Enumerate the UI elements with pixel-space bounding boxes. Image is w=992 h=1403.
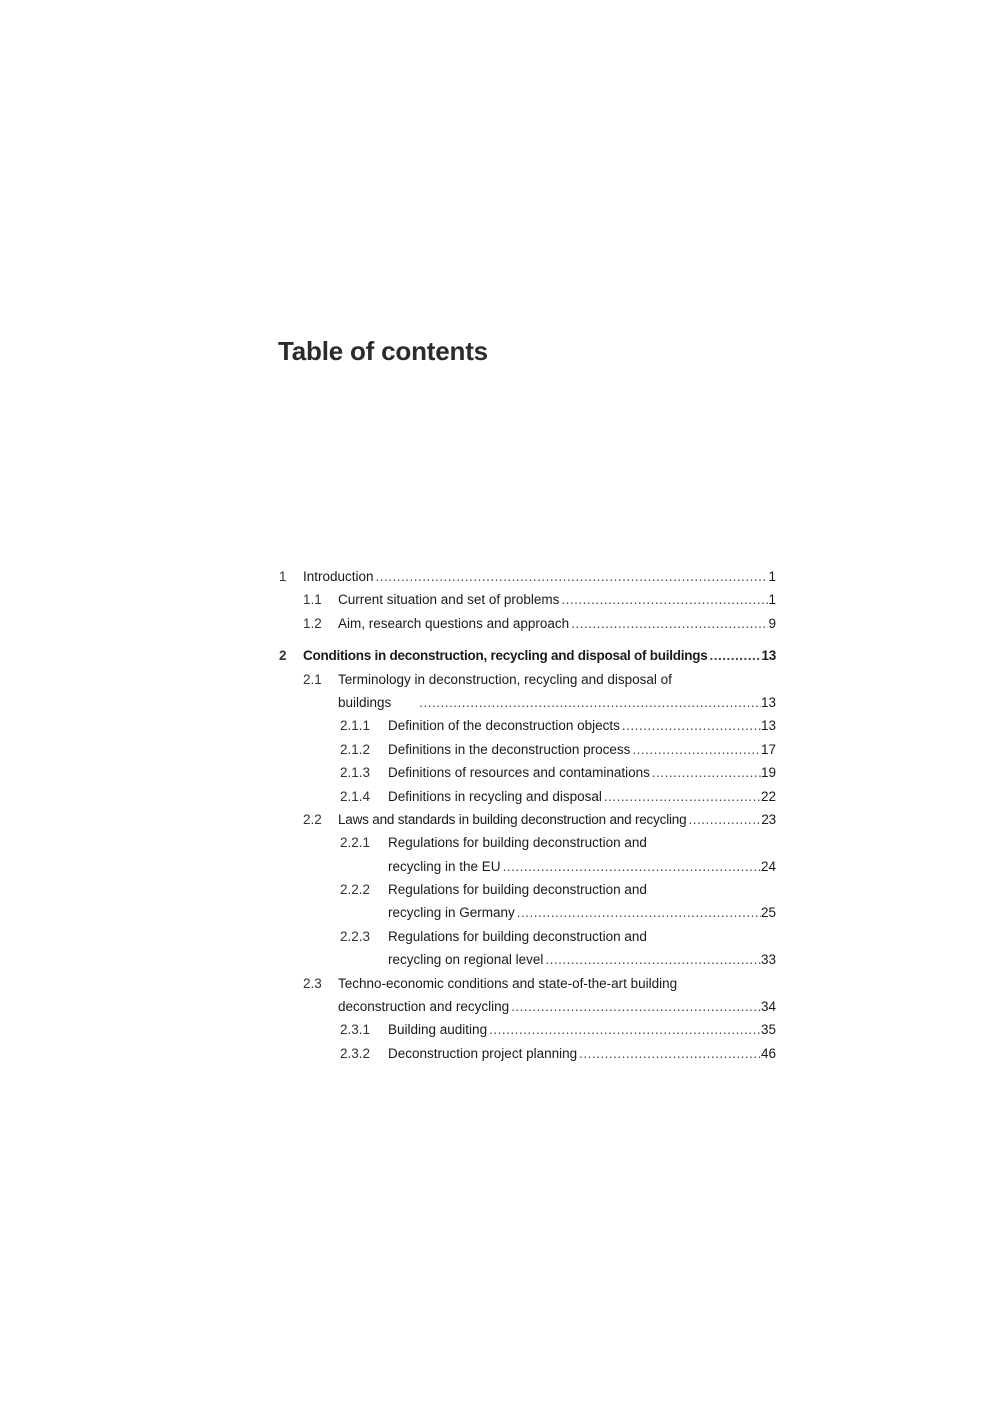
dot-leader	[515, 901, 761, 924]
toc-entry-2-3-continuation[interactable]	[279, 995, 776, 1018]
toc-page-number: 46	[760, 1045, 776, 1061]
toc-number: 2.2.3	[340, 928, 371, 944]
toc-title-line1: Techno-economic conditions and state-of-the-art building	[338, 975, 678, 991]
dot-leader	[417, 691, 761, 714]
toc-title: Introduction	[303, 569, 374, 584]
toc-entry-1[interactable]	[279, 565, 776, 588]
toc-page-number: 34	[760, 999, 776, 1015]
page-title: Table of contents	[278, 336, 488, 366]
toc-title: Definition of the deconstruction objects	[388, 718, 620, 734]
toc-entry-2-2-3-continuation[interactable]	[279, 948, 776, 971]
dot-leader	[501, 855, 761, 878]
toc-page-number: 13	[760, 694, 776, 710]
toc-title-line2: buildings	[338, 694, 392, 710]
toc-page-number: 19	[760, 765, 776, 781]
toc-title-line2: recycling on regional level	[388, 952, 544, 968]
toc-entry-2-1-continuation[interactable]	[279, 691, 776, 714]
toc-title-line1: Regulations for building deconstruction and	[388, 882, 647, 898]
toc-entry-2-2-3[interactable]	[279, 925, 776, 948]
toc-number: 2.1.2	[340, 741, 371, 757]
toc-title: Laws and standards in building deconstruction and recycling	[338, 811, 687, 827]
toc-page-number: 35	[760, 1022, 776, 1038]
dot-leader	[374, 565, 769, 588]
toc-number: 1.1	[303, 592, 322, 608]
toc-entry-2-1-4[interactable]	[279, 785, 776, 808]
toc-entry-2-1[interactable]	[279, 668, 776, 691]
toc-title: Definitions of resources and contaminations	[388, 765, 650, 781]
toc-page-number: 24	[760, 858, 776, 874]
toc-entry-2-3[interactable]	[279, 972, 776, 995]
toc-page-number: 1	[768, 592, 776, 608]
toc-number: 2.3.1	[340, 1022, 371, 1038]
toc-title-line1: Regulations for building deconstruction and	[388, 835, 647, 851]
toc-title-line1: Terminology in deconstruction, recycling and disposal of	[338, 671, 672, 687]
toc-number: 1	[279, 569, 287, 584]
dot-leader	[650, 761, 761, 784]
toc-entry-2-2[interactable]	[279, 808, 776, 831]
toc-number: 2.1	[303, 671, 322, 687]
toc-entry-2-2-1-continuation[interactable]	[279, 855, 776, 878]
toc-page-number: 17	[760, 741, 776, 757]
toc-entry-2-1-3[interactable]	[279, 761, 776, 784]
toc-title: Deconstruction project planning	[388, 1045, 578, 1061]
toc-number: 2.2.2	[340, 882, 371, 898]
dot-leader	[708, 644, 762, 667]
toc-page-number: 22	[760, 788, 776, 804]
toc-page-number: 13	[760, 718, 776, 734]
dot-leader	[686, 808, 761, 831]
toc-entry-2-2-2-continuation[interactable]	[279, 901, 776, 924]
toc-entry-1-2[interactable]	[279, 612, 776, 635]
dot-leader	[559, 588, 768, 611]
toc-title-line2: deconstruction and recycling	[338, 999, 510, 1015]
toc-title-line2: recycling in the EU	[388, 858, 501, 874]
toc-number: 2.2	[303, 811, 322, 827]
toc-number: 2.1.1	[340, 718, 371, 734]
toc-number: 2.3	[303, 975, 322, 991]
dot-leader	[509, 995, 761, 1018]
toc-page-number: 1	[768, 569, 776, 584]
toc-title: Conditions in deconstruction, recycling and disposal of buildings	[303, 648, 708, 664]
dot-leader	[602, 785, 761, 808]
toc-entry-2[interactable]	[279, 644, 776, 667]
toc-title-line2: recycling in Germany	[388, 905, 515, 921]
toc-entry-2-3-1[interactable]	[279, 1018, 776, 1041]
toc-number: 2.3.2	[340, 1045, 371, 1061]
toc-title: Aim, research questions and approach	[338, 615, 570, 631]
toc-title: Definitions in the deconstruction process	[388, 741, 631, 757]
toc-number: 2.1.4	[340, 788, 371, 804]
toc-title: Current situation and set of problems	[338, 592, 560, 608]
dot-leader	[543, 948, 761, 971]
dot-leader	[630, 738, 761, 761]
toc-entry-1-1[interactable]	[279, 588, 776, 611]
toc-entry-2-3-2[interactable]	[279, 1042, 776, 1065]
toc-page-number: 33	[760, 952, 776, 968]
dot-leader	[620, 714, 761, 737]
toc-number: 1.2	[303, 615, 322, 631]
toc-number: 2	[279, 648, 287, 664]
dot-leader	[569, 612, 768, 635]
toc-entry-2-1-1[interactable]	[279, 714, 776, 737]
toc-title-line1: Regulations for building deconstruction and	[388, 928, 647, 944]
toc-entry-2-2-1[interactable]	[279, 831, 776, 854]
dot-leader	[577, 1042, 761, 1065]
toc-number: 2.1.3	[340, 765, 371, 781]
toc-entry-2-1-2[interactable]	[279, 738, 776, 761]
toc-title: Building auditing	[388, 1022, 488, 1038]
toc-title: Definitions in recycling and disposal	[388, 788, 602, 804]
toc-page-number: 25	[760, 905, 776, 921]
toc-entry-2-2-2[interactable]	[279, 878, 776, 901]
toc-page-number: 13	[761, 648, 776, 664]
table-of-contents	[279, 565, 776, 1065]
toc-page-number: 23	[761, 811, 776, 827]
dot-leader	[487, 1018, 761, 1041]
toc-page-number: 9	[768, 615, 776, 631]
toc-number: 2.2.1	[340, 835, 371, 851]
